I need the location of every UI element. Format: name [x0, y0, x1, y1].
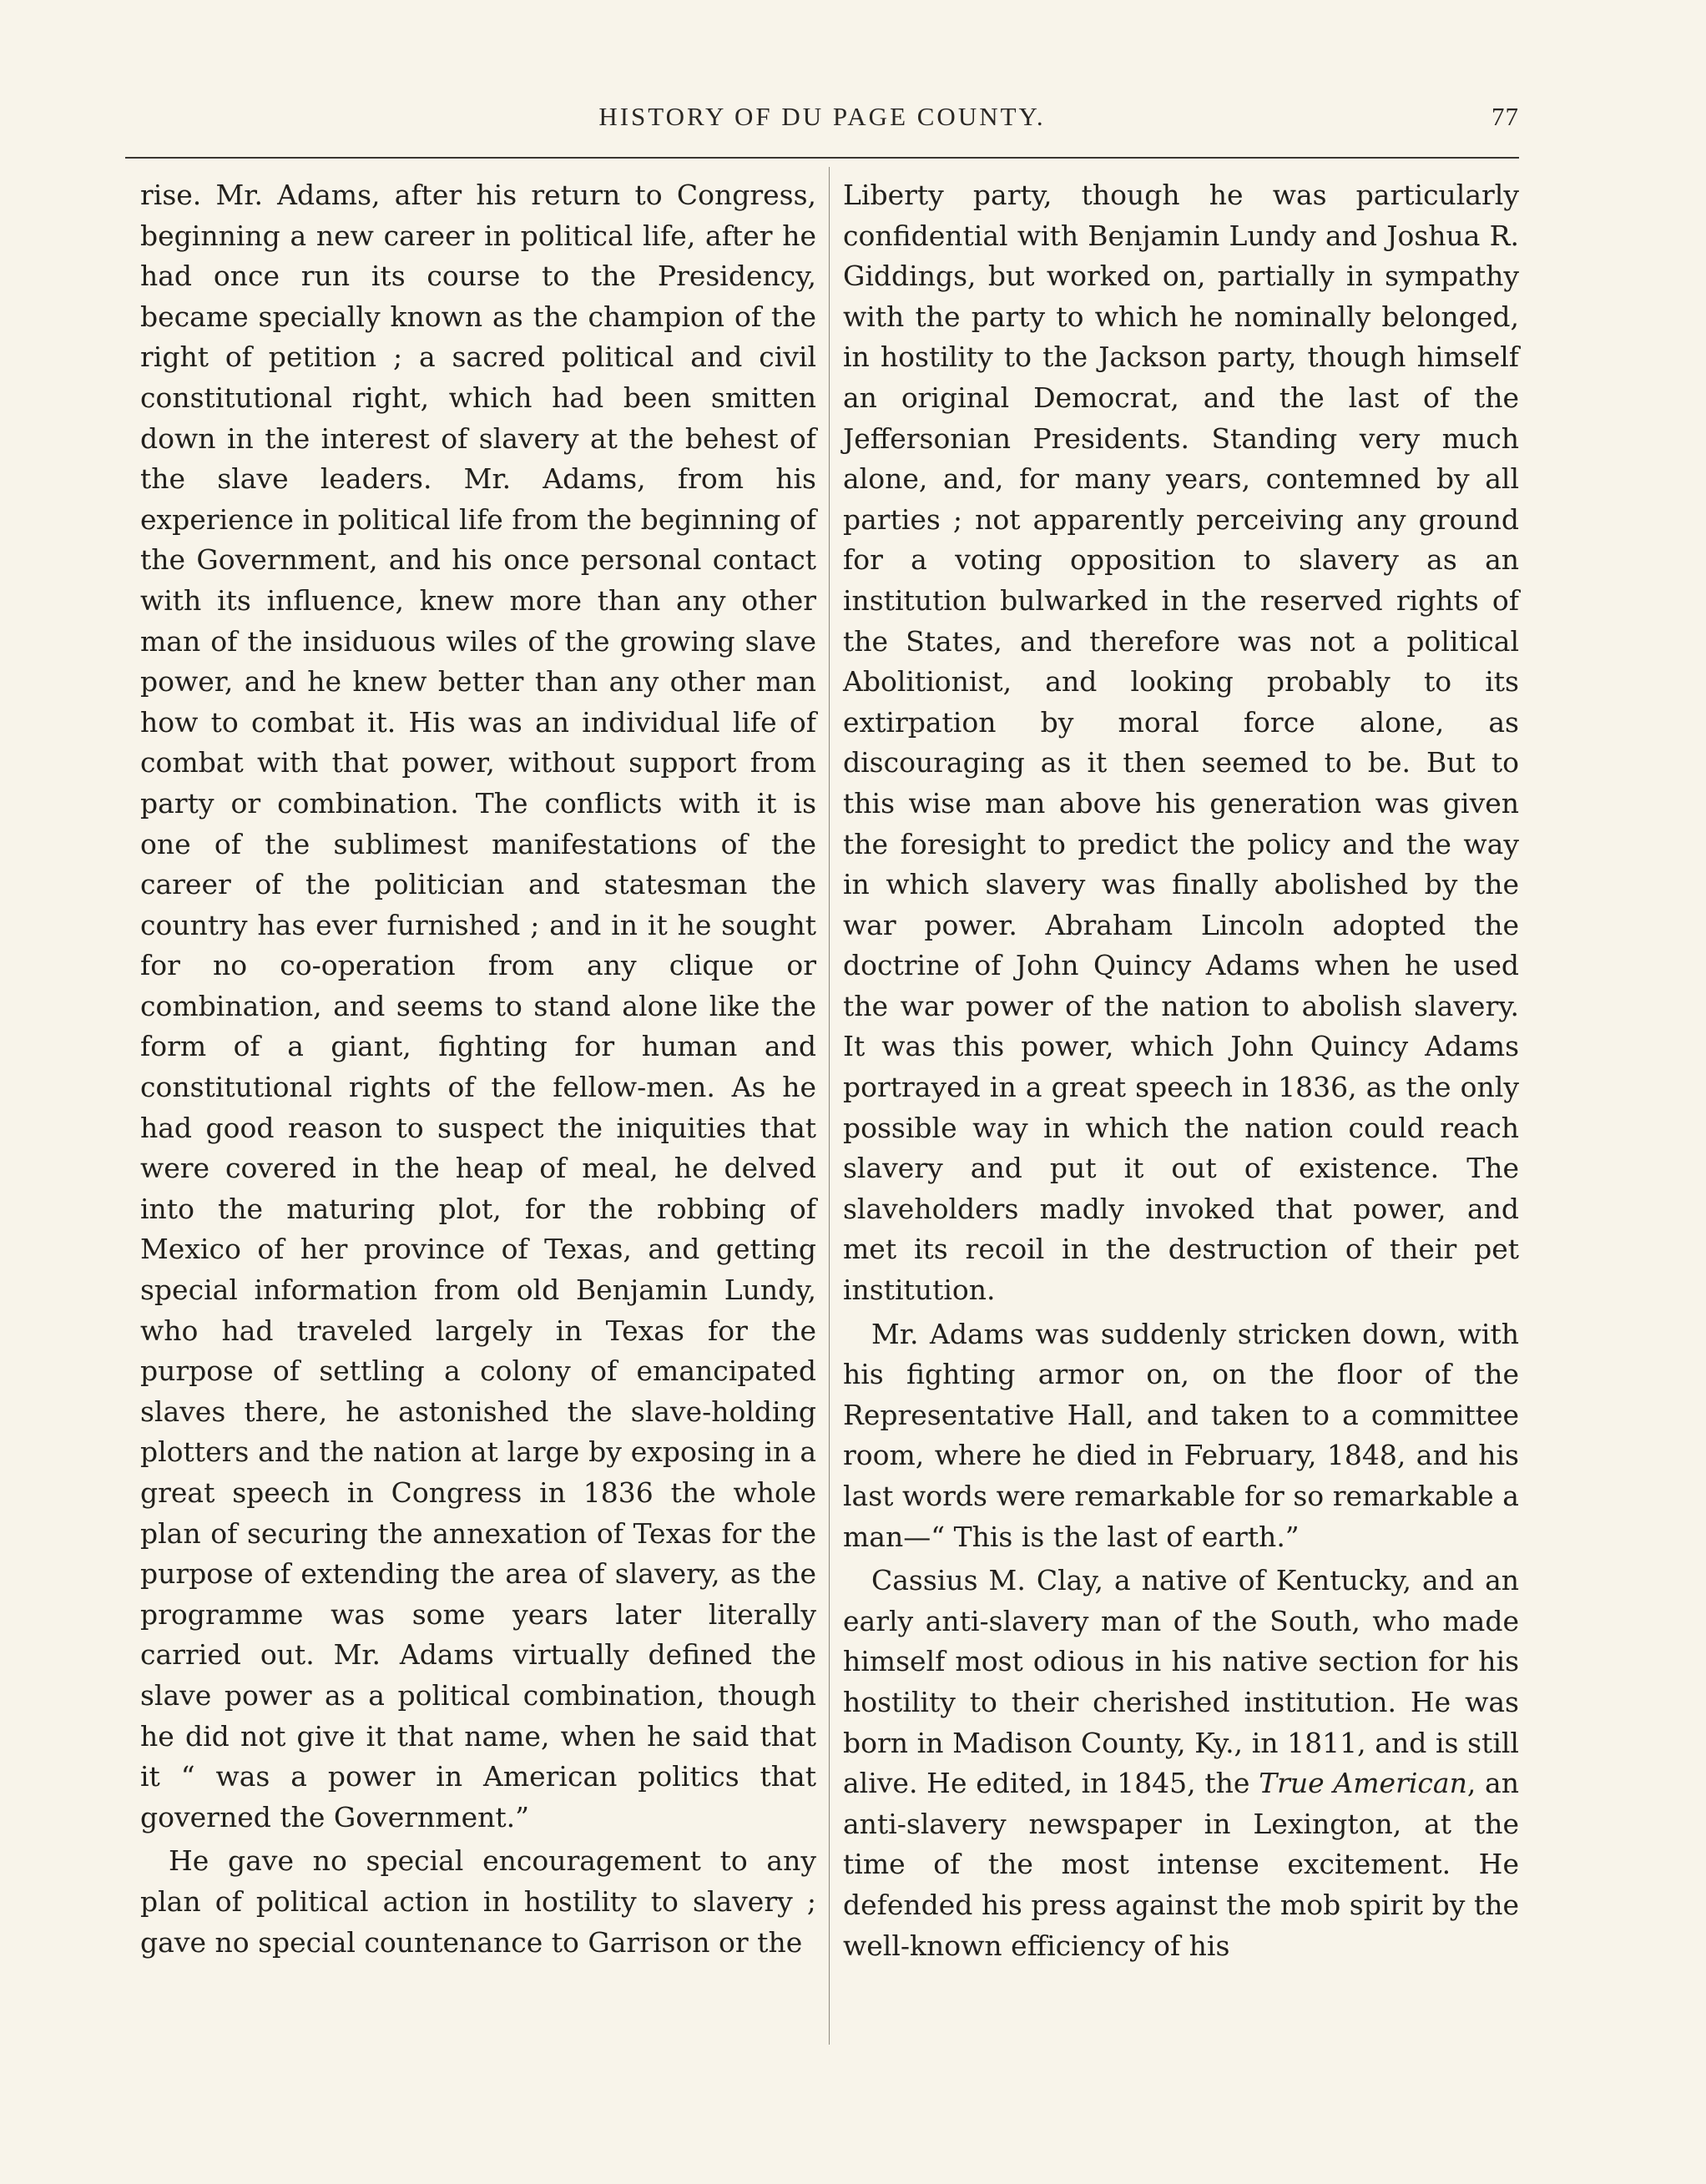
- left-paragraph-2: He gave no special encouragement to any plan of political action in hostility to slavery ; gave no special countenance to Garrison or the: [140, 1844, 816, 1959]
- right-paragraph-2: Mr. Adams was suddenly stricken down, with his fighting armor on, on the floor of the Representative Hall, and taken to a committee room, where he died in February, 1848, and his last words were remarkable for so remarkable a man—“ This is the last of earth.”: [843, 1317, 1519, 1553]
- page-header: [125, 102, 1519, 152]
- running-title: HISTORY OF DU PAGE COUNTY.: [598, 102, 1046, 131]
- newspaper-title: True American: [1259, 1767, 1467, 1800]
- header-rule: [125, 157, 1519, 159]
- left-column: [140, 175, 816, 1963]
- left-paragraph-1: rise. Mr. Adams, after his return to Congress, beginning a new career in political life, after he had once run its course to the Presidency, became specially known as the champion of the right of petition ; a sacred political and civil constitutional right, which had been smitten down in the interest of slavery at the behest of the slave leaders. Mr. Adams, from his experience in political life from the beginning of the Government, and his once personal contact with its influence, knew more than any other man of the insiduous wiles of the growing slave power, and he knew better than any other man how to combat it. His was an individual life of combat with that power, without support from party or combination. The conflicts with it is one of the sublimest manifestations of the career of the politician and statesman the country has ever furnished ; and in it he sought for no co-operation from any clique or combination, and seems to stand alone like the form of a giant, fighting for human and constitutional rights of the fellow-men. As he had good reason to suspect the iniquities that were covered in the heap of meal, he delved into the maturing plot, for the robbing of Mexico of her province of Texas, and getting special information from old Benjamin Lundy, who had traveled largely in Texas for the purpose of settling a colony of emancipated slaves there, he astonished the slave-holding plotters and the nation at large by exposing in a great speech in Congress in 1836 the whole plan of securing the annexation of Texas for the purpose of extending the area of slavery, as the programme was some years later literally carried out. Mr. Adams virtually defined the slave power as a political combination, though he did not give it that name, when he said that it “ was a power in American politics that governed the Government.”: [140, 179, 816, 1833]
- right-paragraph-3-text-before: Cassius M. Clay, a native of Kentucky, and an early anti-slavery man of the South, who made himself most odious in his native section for his hostility to their cherished institution. He was born in Madison County, Ky., in 1811, and is still alive. He edited, in 1845, the: [843, 1564, 1519, 1800]
- right-paragraph-3-text-after: , an anti-slavery newspaper in Lexington, at the time of the most intense excitement. He defended his press against the mob spirit by the well-known efficiency of his: [843, 1767, 1519, 1962]
- column-divider: [829, 167, 830, 2045]
- page-number: 77: [1491, 102, 1519, 131]
- right-paragraph-1: Liberty party, though he was particularly confidential with Benjamin Lundy and Joshua R. Giddings, but worked on, partially in sympathy with the party to which he nominally belonged, in hostility to the Jackson party, though himself an original Democrat, and the last of the Jeffersonian Presidents. Standing very much alone, and, for many years, contemned by all parties ; not apparently perceiving any ground for a voting opposition to slavery as an institution bulwarked in the reserved rights of the States, and therefore was not a political Abolitionist, and looking probably to its extirpation by moral force alone, as discouraging as it then seemed to be. But to this wise man above his generation was given the foresight to predict the policy and the way in which slavery was finally abolished by the war power. Abraham Lincoln adopted the doctrine of John Quincy Adams when he used the war power of the nation to abolish slavery. It was this power, which John Quincy Adams portrayed in a great speech in 1836, as the only possible way in which the nation could reach slavery and put it out of existence. The slaveholders madly invoked that power, and met its recoil in the destruction of their pet institution.: [843, 179, 1519, 1307]
- right-paragraph-3: [843, 1561, 1519, 1966]
- right-column: [843, 175, 1519, 1966]
